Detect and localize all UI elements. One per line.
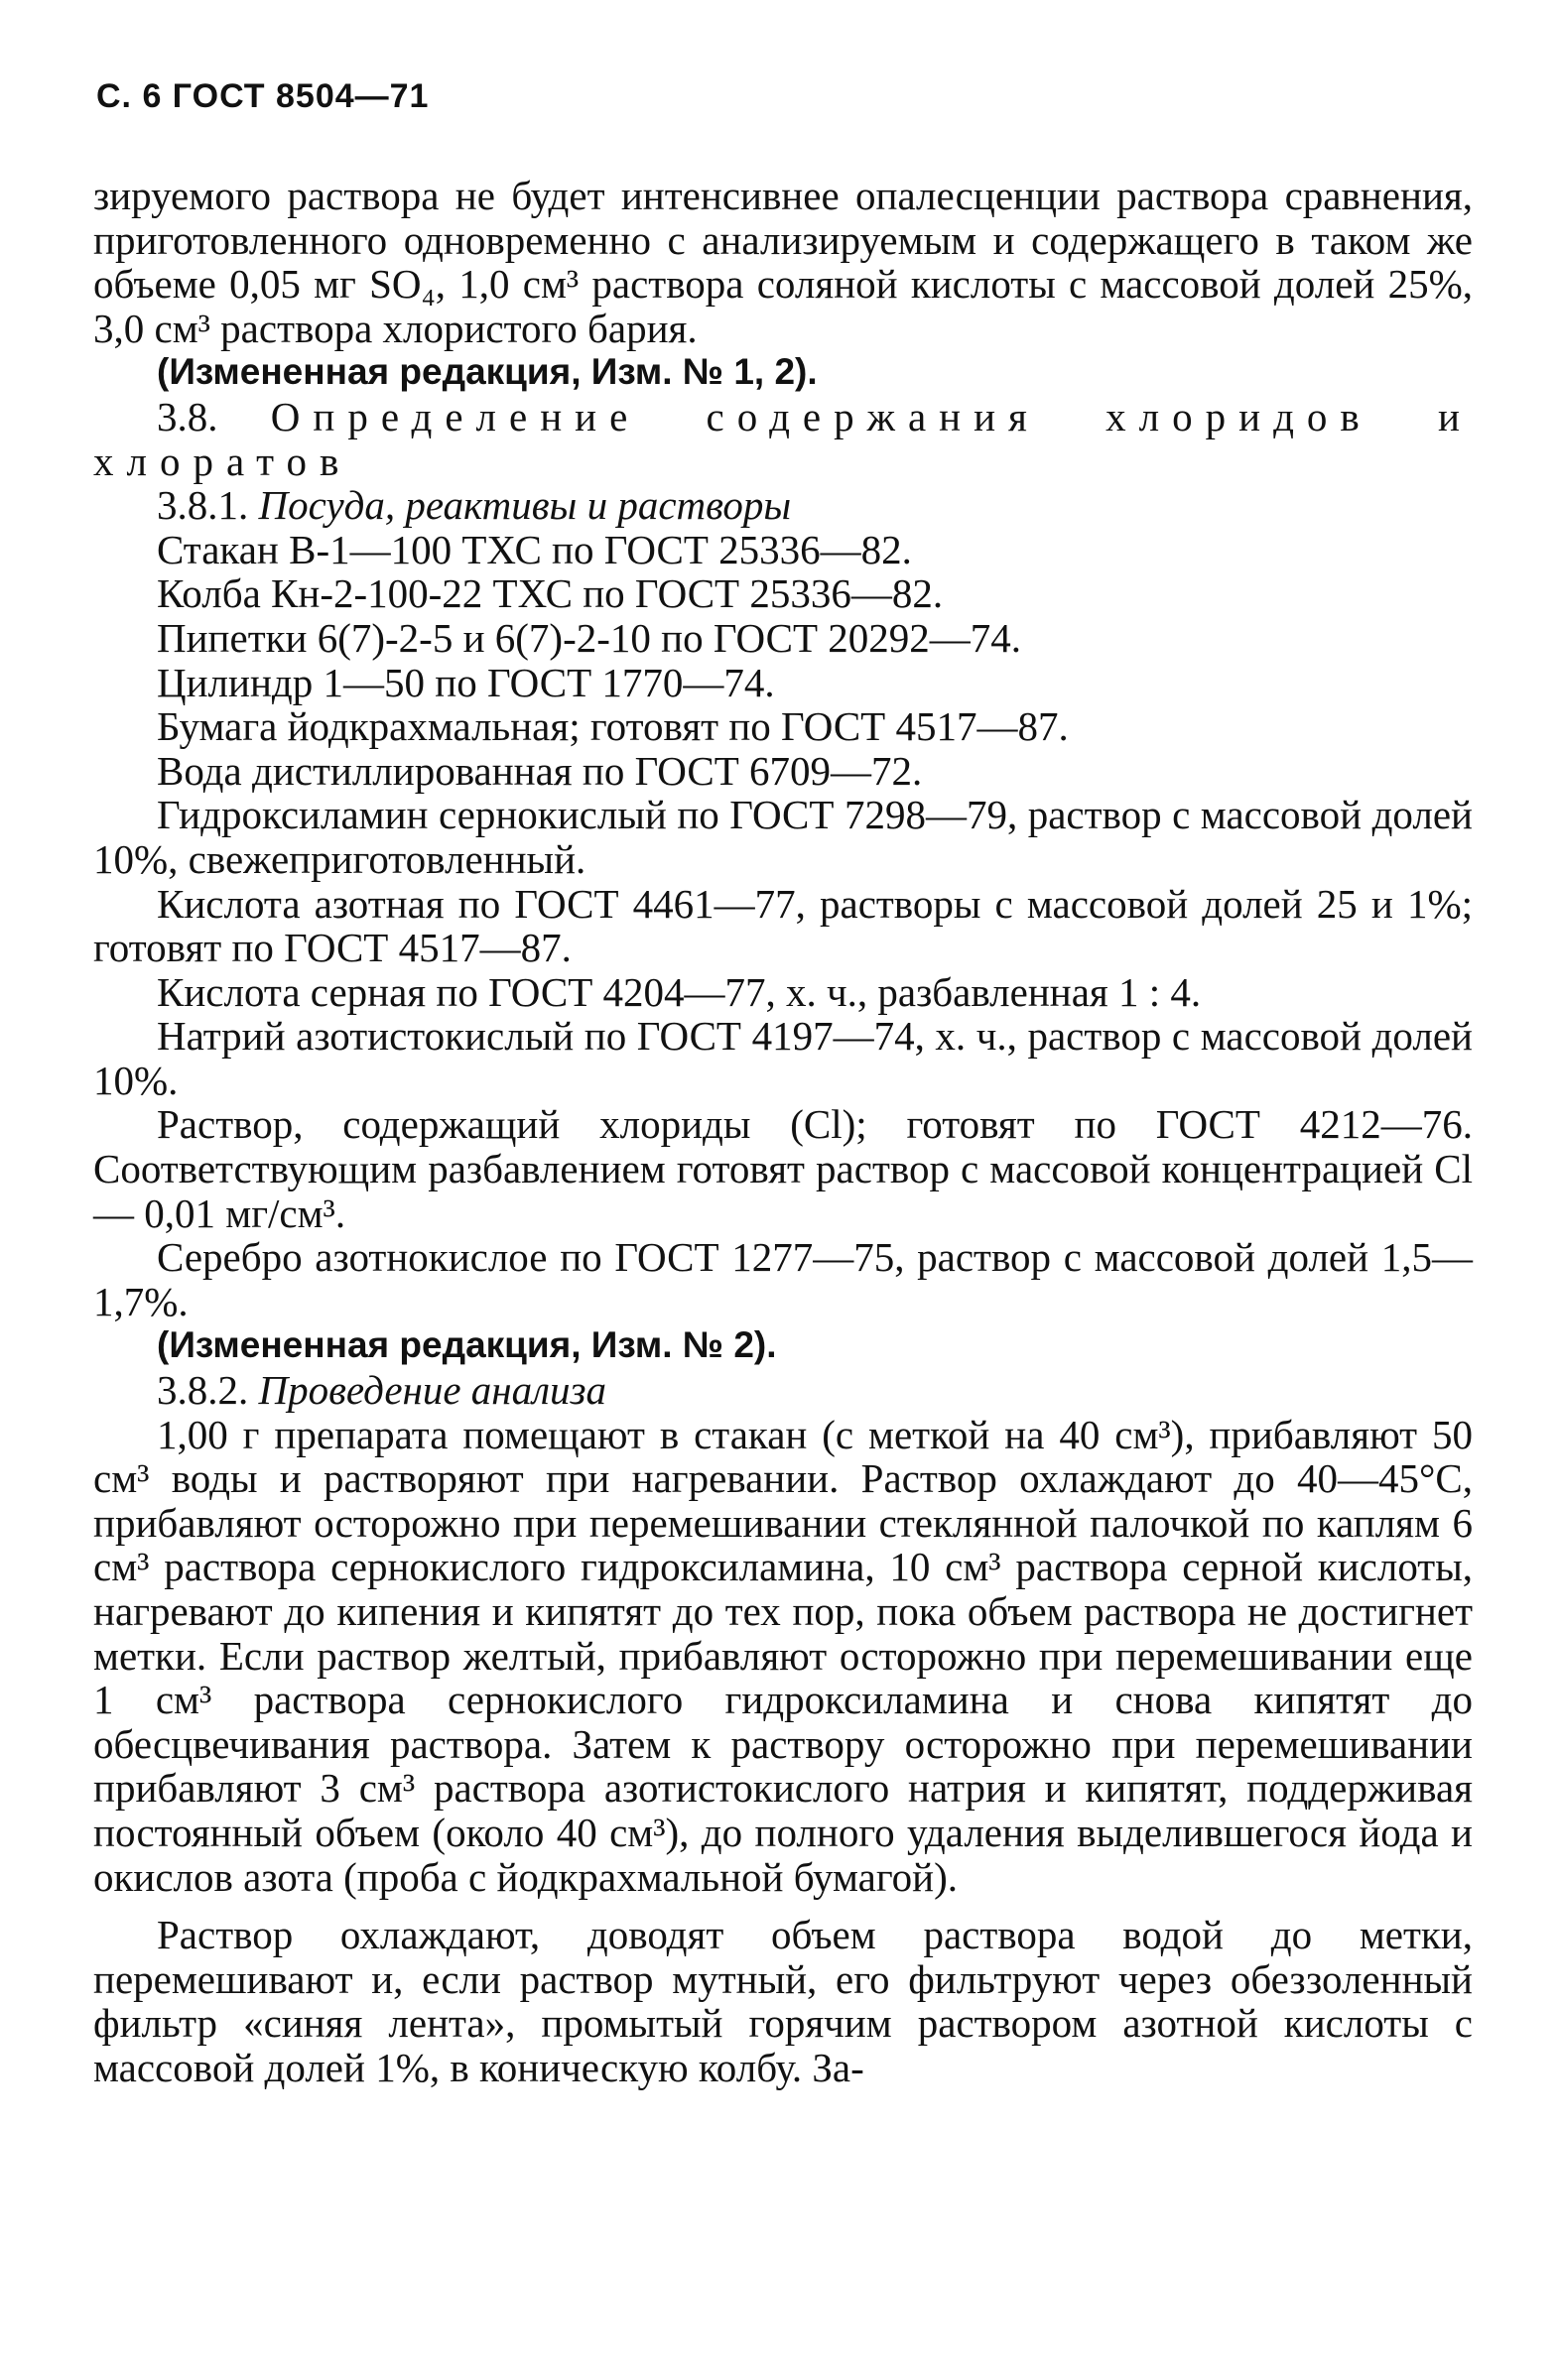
section-heading-3-8 [93, 395, 1473, 483]
section-title: Посуда, реактивы и растворы [258, 482, 792, 529]
section-title: Проведение анализа [258, 1367, 607, 1414]
reagent-item: Гидроксиламин сернокислый по ГОСТ 7298—79, раствор с массовой долей 10%, свежеприготовленный. [93, 792, 1473, 882]
reagent-item: Колба Кн-2-100-22 ТХС по ГОСТ 25336—82. [157, 570, 944, 617]
reagent-item: Кислота азотная по ГОСТ 4461—77, растворы с массовой долей 25 и 1%; готовят по ГОСТ 4517—87. [93, 880, 1473, 971]
subsection-heading-3-8-2 [93, 1368, 1473, 1413]
reagent-item: Бумага йодкрахмальная; готовят по ГОСТ 4517—87. [157, 703, 1069, 750]
section-number: 3.8.2. [157, 1367, 249, 1414]
section-number: 3.8. [157, 393, 218, 439]
reagent-item: Стакан В-1—100 ТХС по ГОСТ 25336—82. [157, 526, 912, 572]
paragraph: 1,00 г препарата помещают в стакан (с меткой на 40 см³), прибавляют 50 см³ воды и растворяют при нагревании. Раствор охлаждают до 40—45°С, прибавляют осторожно при перемешивании стеклянной палочкой по каплям 6 см³ раствора сернокислого гидроксиламина, 10 см³ раствора серной кислоты, нагревают до кипения и кипятят до тех пор, пока объем раствора не достигнет метки. Если раствор желтый, прибавляют осторожно при перемешивании еще 1 см³ раствора сернокислого гидроксиламина и снова кипятят до обесцвечивания раствора. Затем к раствору осторожно при перемешивании прибавляют 3 см³ раствора азотистокислого натрия и кипятят, поддерживая постоянный объем (около 40 см³), до полного удаления выделившегося йода и окислов азота (проба с йодкрахмальной бумагой). [93, 1411, 1473, 1900]
reagent-item: Пипетки 6(7)-2-5 и 6(7)-2-10 по ГОСТ 20292—74. [157, 614, 1022, 661]
reagent-item: Серебро азотнокислое по ГОСТ 1277—75, раствор с массовой долей 1,5—1,7%. [93, 1234, 1473, 1324]
section-number: 3.8.1. [157, 482, 249, 529]
paragraph: зируемого раствора не будет интенсивнее опалесценции раствора сравнения, приготовленного одновременно с анализируемым и содержащего в таком же объеме 0,05 мг SO₄, 1,0 см³ раствора соляной кислоты с массовой долей 25%, 3,0 см³ раствора хлористого бария. [93, 173, 1473, 351]
reagent-item: Кислота серная по ГОСТ 4204—77, х. ч., разбавленная 1 : 4. [157, 968, 1202, 1015]
amendment-note: (Измененная редакция, Изм. № 1, 2). [157, 351, 818, 393]
document-body [93, 174, 1473, 2090]
section-title: Определение содержания хлоридов и хлоратов [93, 393, 1473, 484]
reagent-item: Раствор, содержащий хлориды (Cl); готовят по ГОСТ 4212—76. Соответствующим разбавлением готовят раствор с массовой концентрацией Cl — 0,01 мг/см³. [93, 1101, 1473, 1236]
paragraph-gap [93, 1899, 1473, 1913]
reagent-item: Вода дистиллированная по ГОСТ 6709—72. [157, 747, 923, 794]
page-header: С. 6 ГОСТ 8504—71 [96, 77, 430, 115]
amendment-note: (Измененная редакция, Изм. № 2). [157, 1324, 777, 1366]
subsection-heading-3-8-1 [93, 483, 1473, 528]
reagent-item: Цилиндр 1—50 по ГОСТ 1770—74. [157, 659, 775, 705]
paragraph: Раствор охлаждают, доводят объем раствора водой до метки, перемешивают и, если раствор мутный, его фильтруют через обеззоленный фильтр «синяя лента», промытый горячим раствором азотной кислоты с массовой долей 1%, в коническую колбу. За- [93, 1912, 1473, 2090]
reagent-item: Натрий азотистокислый по ГОСТ 4197—74, х. ч., раствор с массовой долей 10%. [93, 1013, 1473, 1103]
